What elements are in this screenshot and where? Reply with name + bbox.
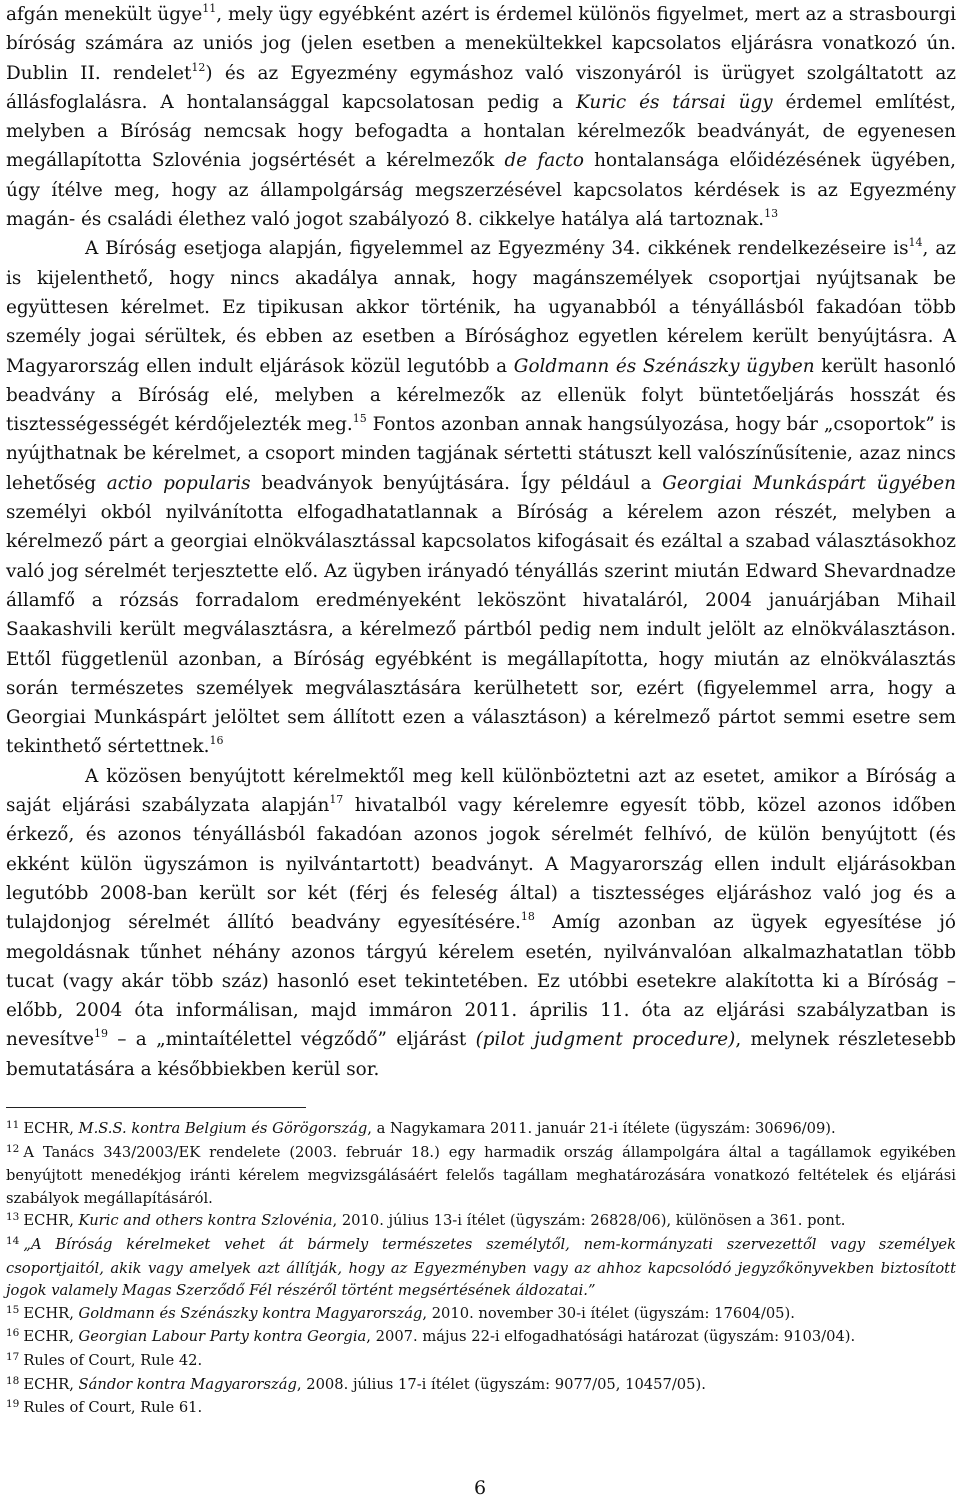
footnote-reference: 15 [352,412,367,426]
footnote [6,1142,956,1211]
footnote [6,1350,956,1374]
footnote-number: 16 [6,1327,20,1340]
footnote-reference: 12 [191,60,206,74]
footnote-number: 13 [6,1211,20,1224]
text-run: A Bíróság esetjoga alapján, figyelemmel az Egyezmény 34. cikkének rendelkezéseire is [85,238,909,260]
footnote-reference: 14 [908,236,923,250]
footnotes [6,1118,956,1421]
text-run: Fontos azonban annak hangsúlyozása, hogy bár „csoportok” is nyújthatnak be kérelmet, a csoport minden tagjának sértetti státuszt kell valószínűsítenie, azaz nincs lehetőség [6,414,956,494]
italic-text: Georgian Labour Party kontra Georgia [78,1328,367,1346]
footnote-number: 19 [6,1398,20,1411]
text-run: hivatalból vagy kérelemre egyesít több, közel azonos időben érkező, és azonos tényállásból fakadóan azonos jogok sérelmét felhívó, de külön benyújtott (és ekként külön ügyszámon is nyilvántartott) beadványt. A Magyarország ellen indult eljárásokban legutóbb 2008-ban került sor két (férj és feleség által) a tisztességes eljáráshoz való jog és a tulajdonjog sérelmét állító beadvány egyesítésére. [6,795,956,934]
italic-text: Kuric és társai ügy [576,91,773,113]
text-run: beadványok benyújtására. Így például a [250,472,663,494]
text-run: , a Nagykamara 2011. január 21-i ítélete (ügyszám: 30696/09). [367,1120,836,1137]
paragraph [6,234,956,761]
italic-text: de facto [504,150,584,172]
footnote-reference: 11 [202,2,217,15]
footnote-reference: 16 [209,734,224,748]
paragraph [6,0,956,234]
footnote-reference: 18 [520,910,535,924]
italic-text: (pilot judgment procedure) [475,1029,736,1051]
footnote-number: 17 [6,1350,20,1363]
text-run: – a „mintaítélettel végződő” eljárást [107,1029,476,1051]
text-run: , 2008. július 17-i ítélet (ügyszám: 9077/05, 10457/05). [296,1375,706,1393]
italic-text: Kuric and others kontra Szlovénia [78,1212,333,1230]
text-run: afgán menekült ügye [6,4,203,25]
italic-text: M.S.S. kontra Belgium és Görögország [78,1120,368,1137]
italic-text: Goldmann és Szénászky ügyben [513,355,815,377]
text-run: került hasonló beadvány a Bíróság elé, melyben a kérelmezők az ellenük folyt büntetőeljárás hosszát és tisztességességét kérdőjelezték meg. [6,355,956,436]
text-run: érdemel említést, melyben a Bíróság nemcsak hogy befogadta a hontalan kérelmezők beadványát, de egyenesen megállapította Szlovénia jogsértését a kérelmezők [6,91,956,172]
footnote [6,1210,956,1234]
body-text [6,0,956,1084]
text-run: , az is kijelenthető, hogy nincs akadálya annak, hogy magánszemélyek csoportjai nyújtsanak be együttesen kérelmet. Ez tipikusan akkor történik, ha ugyanabból a tényállásból fakadóan több személy jogai sérültek, és ebben az esetben a Bírósághoz egyetlen kérelem került benyújtásra. A Magyarország ellen indult eljárások közül legutóbb a [6,238,956,377]
footnote-separator [6,1107,306,1108]
page-number: 6 [473,1477,487,1499]
text-run: , melynek részletesebb bemutatására a későbbiekben kerül sor. [6,1029,956,1080]
text-run: , mely ügy egyébként azért is érdemel különös figyelmet, mert az a strasbourgi bíróság számára az uniós jog (jelen esetben a menekültekkel kapcsolatos eljárásra vonatkozó ún. Dublin II. rendelet [6,4,956,84]
footnote [6,1374,956,1398]
text-run: ECHR, [23,1304,79,1322]
text-run: , 2007. május 22-i elfogadhatósági határozat (ügyszám: 9103/04). [366,1328,856,1346]
italic-text: Sándor kontra Magyarország [78,1375,297,1393]
italic-text: actio popularis [106,472,251,494]
text-run: A közösen benyújtott kérelmektől meg kell különböztetni azt az esetet, amikor a Bíróság a saját eljárási szabályzata alapján [6,765,956,817]
footnote-reference: 17 [329,793,344,807]
text-run: Amíg azonban az ügyek egyesítése jó megoldásnak tűnhet néhány azonos tárgyú kérelem esetén, nyilvánvalóan alkalmazhatatlan több tucat (vagy akár több száz) hasonló eset tekintetében. Ez utóbbi esetekre alakította ki a Bíróság – előbb, 2004 óta informálisan, majd immáron 2011. április 11. óta az eljárási szabályzatban is nevesítve [6,912,956,1051]
text-run: A Tanács 343/2003/EK rendelete (2003. február 18.) egy harmadik ország állampolgára által a tagállamok egyikében benyújtott menedékjog iránti kérelem megvizsgálásáért felelős tagállam meghatározására vonatkozó feltételek és eljárási szabályok megállapításáról. [6,1143,956,1207]
footnote [6,1234,956,1303]
italic-text: Georgiai Munkáspárt ügyében [662,472,956,494]
footnote [6,1397,956,1421]
footnote-reference: 19 [93,1027,108,1041]
footnote-reference: 13 [764,207,779,221]
text-run: , 2010. november 30-i ítélet (ügyszám: 17604/05). [422,1304,795,1322]
text-run: ECHR, [23,1120,79,1137]
footnote-number: 18 [6,1374,20,1387]
footnote-number: 12 [6,1142,20,1155]
paragraph [6,762,956,1084]
footnote [6,1326,956,1350]
italic-text: „A Bíróság kérelmeket vehet át bármely természetes személytől, nem-kormányzati szervezettől vagy személyek csoportjaitól, akik vagy amelyek azt állítják, hogy az Egyezményben vagy az ahhoz kapcsolódó jegyzőkönyvekben biztosított jogok valamely Magas Szerződő Fél részéről történt megsértésének áldozatai.” [6,1235,956,1300]
text-run: ECHR, [23,1212,79,1230]
text-run: személyi okból nyilvánította elfogadhatatlannak a Bíróság a kérelem azon részét, melyben a kérelmező párt a georgiai elnökválasztással kapcsolatos kifogásait és ezáltal a szabad választásokhoz való jog sérelmét terjesztette elő. Az ügyben irányadó tényállás szerint miután Edward Shevardnadze államfő a rózsás forradalom eredményeként leköszönt hivataláról, 2004 januárjában Mihail Saakashvili került megválasztásra, a kérelmező pártból pedig nem indult jelölt az elnökválasztáson. Ettől függetlenül azonban, a Bíróság egyébként is megállapította, hogy miután az elnökválasztás során természetes személyek megválasztására kerülhetett sor, ezért (figyelemmel arra, hogy a Georgiai Munkáspárt jelöltet sem állított ezen a választáson) a kérelmező pártot semmi esetre sem tekinthető sértettnek. [6,502,956,758]
italic-text: Goldmann és Szénászky kontra Magyarország [78,1304,423,1322]
text-run: , 2010. július 13-i ítélet (ügyszám: 26828/06), különösen a 361. pont. [332,1212,846,1230]
text-run: Rules of Court, Rule 61. [23,1399,203,1417]
footnote-number: 14 [6,1234,20,1247]
footnote [6,1303,956,1327]
footnote-number: 11 [6,1119,20,1131]
text-run: ) és az Egyezmény egymáshoz való viszonyáról is ürügyet szolgáltatott az állásfoglalásra. A hontalansággal kapcsolatosan pedig a [6,62,956,113]
text-run: hontalansága előidézésének ügyében, úgy ítélve meg, hogy az állampolgárság megszerzésével kapcsolatos kérdések is az Egyezmény magán- és családi élethez való jogot szabályozó 8. cikkelye hatálya alá tartoznak. [6,150,956,231]
text-run: Rules of Court, Rule 42. [23,1351,203,1369]
footnote-number: 15 [6,1303,20,1316]
text-run: ECHR, [23,1375,79,1393]
text-run: ECHR, [23,1328,79,1346]
footnote [6,1118,956,1142]
